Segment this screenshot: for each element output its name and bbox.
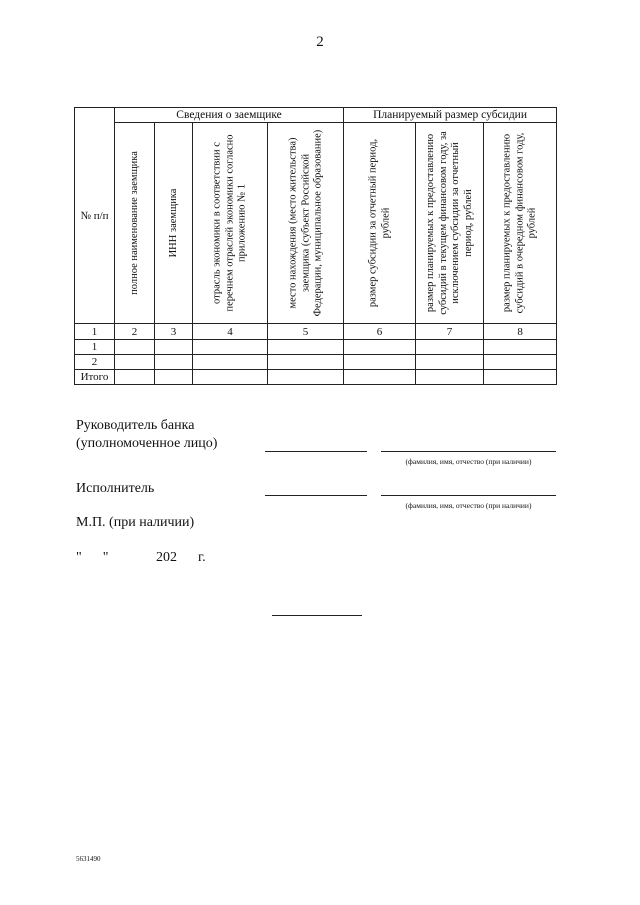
table-total-row: Итого bbox=[75, 370, 557, 385]
executor-label: Исполнитель bbox=[76, 481, 155, 496]
column-header-subsidy-current-year: размер планируемых к предоставлению субсидий в текущем финансовом году, за исключением субсидии за отчетный период, рублей bbox=[416, 123, 484, 324]
page-number: 2 bbox=[316, 34, 324, 50]
executor-signature-line bbox=[265, 495, 367, 496]
borrower-info-header: Сведения о заемщике bbox=[115, 108, 344, 123]
head-name-line bbox=[381, 451, 556, 452]
column-index-row: 1 2 3 4 5 6 7 8 bbox=[75, 324, 557, 340]
row-number-header: № п/п bbox=[75, 108, 115, 324]
column-header-industry: отрасль экономики в соответствии с перечнем отраслей экономики согласно приложению № 1 bbox=[193, 123, 268, 324]
date-suffix: г. bbox=[198, 550, 206, 565]
head-label: Руководитель банка bbox=[76, 418, 195, 433]
document-code: 5631490 bbox=[76, 855, 101, 863]
head-name-hint: (фамилия, имя, отчество (при наличии) bbox=[405, 457, 532, 466]
column-header-subsidy-next-year: размер планируемых к предоставлению субсидий в очередном финансовом году, рублей bbox=[484, 123, 557, 324]
table-row: 2 bbox=[75, 355, 557, 370]
column-header-inn: ИНН заемщика bbox=[155, 123, 193, 324]
table-row: 1 bbox=[75, 340, 557, 355]
executor-name-hint: (фамилия, имя, отчество (при наличии) bbox=[405, 501, 532, 510]
head-label-sub: (уполномоченное лицо) bbox=[76, 436, 218, 451]
planned-subsidy-header: Планируемый размер субсидии bbox=[344, 108, 557, 123]
column-header-borrower-name: полное наименование заемщика bbox=[115, 123, 155, 324]
column-header-location: место нахождения (место жительства) заемщика (субъект Российской Федерации, муниципальное образование) bbox=[268, 123, 344, 324]
date-year: 202 bbox=[156, 550, 177, 565]
date-quotes: " " bbox=[76, 550, 109, 565]
seal-label: М.П. (при наличии) bbox=[76, 515, 195, 530]
column-header-subsidy-reporting: размер субсидии за отчетный период, рублей bbox=[344, 123, 416, 324]
executor-name-line bbox=[381, 495, 556, 496]
subsidy-table bbox=[74, 107, 557, 385]
head-signature-line bbox=[265, 451, 367, 452]
end-divider bbox=[272, 615, 362, 616]
